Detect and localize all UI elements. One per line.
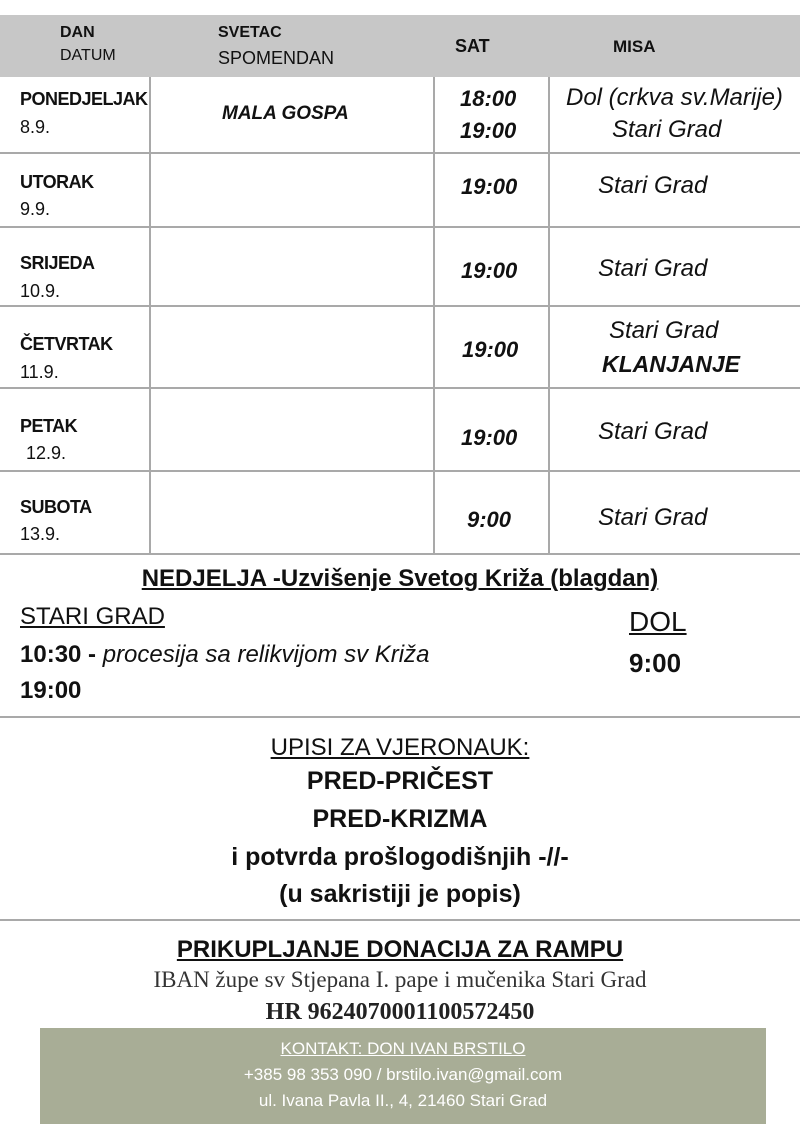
procession-text: procesija sa relikvijom sv Križa (102, 641, 430, 668)
header-sat: SAT (455, 36, 490, 56)
iban-number: HR 9624070001100572450 (265, 999, 535, 1025)
row-divider (0, 226, 800, 228)
sunday-title: NEDJELJA -Uzvišenje Svetog Križa (blagdan) (141, 565, 659, 592)
section-divider (0, 716, 800, 718)
header-datum: DATUM (60, 47, 116, 64)
mass-location: Dol (crkva sv.Marije) (566, 84, 783, 111)
row-divider (0, 387, 800, 389)
catechism-line: PRED-KRIZMA (312, 805, 488, 833)
row-divider (0, 553, 800, 555)
mass-location: Stari Grad (598, 504, 708, 531)
iban-description: IBAN župe sv Stjepana I. pape i mučenika Stari Grad (153, 967, 647, 992)
mass-time: 19:00 (460, 118, 517, 143)
mass-time: 9:00 (467, 507, 512, 532)
row-divider (0, 152, 800, 154)
day-name: UTORAK (20, 172, 94, 192)
day-date: 13.9. (20, 524, 61, 544)
section-divider (0, 919, 800, 921)
mass-location: Stari Grad (609, 317, 719, 344)
catechism-line: PRED-PRIČEST (306, 767, 494, 795)
day-date: 11.9. (20, 362, 59, 382)
day-name: PETAK (20, 416, 78, 436)
feast-name: MALA GOSPA (222, 103, 349, 124)
dol-label: DOL (629, 606, 687, 637)
dol-time: 9:00 (629, 648, 682, 678)
table-header (0, 15, 800, 77)
mass-time: 19:00 (461, 425, 518, 450)
sunday-mass-line (20, 641, 429, 669)
stari-grad-label: STARI GRAD (20, 603, 165, 630)
donation-title: PRIKUPLJANJE DONACIJA ZA RAMPU (176, 936, 624, 963)
contact-phone-email: +385 98 353 090 / brstilo.ivan@gmail.com (243, 1065, 563, 1084)
contact-address: ul. Ivana Pavla II., 4, 21460 Stari Grad (258, 1091, 548, 1110)
day-date: 8.9. (20, 117, 51, 137)
mass-location: Stari Grad (612, 116, 722, 143)
catechism-title: UPISI ZA VJERONAUK: (270, 734, 530, 761)
contact-title: KONTAKT: DON IVAN BRSTILO (280, 1039, 526, 1058)
day-date: 12.9. (26, 443, 67, 463)
header-dan: DAN (60, 24, 95, 41)
column-divider (149, 77, 151, 554)
day-name: PONEDJELJAK (20, 89, 148, 109)
mass-location: Stari Grad (598, 255, 708, 282)
column-divider (548, 77, 550, 554)
mass-time: 19:00 (461, 258, 518, 283)
row-divider (0, 470, 800, 472)
column-divider (433, 77, 435, 554)
sunday-time: 10:30 - (20, 641, 97, 668)
mass-location: Stari Grad (598, 172, 708, 199)
header-spomendan: SPOMENDAN (218, 48, 335, 68)
adoration-note: KLANJANJE (602, 351, 741, 377)
row-divider (0, 305, 800, 307)
mass-time: 18:00 (460, 86, 517, 111)
mass-time: 19:00 (462, 337, 519, 362)
day-name: SUBOTA (20, 497, 92, 517)
day-date: 9.9. (20, 199, 51, 219)
sunday-time: 19:00 (20, 677, 82, 704)
catechism-line: i potvrda prošlogodišnjih -//- (231, 843, 569, 871)
day-name: SRIJEDA (20, 253, 95, 273)
mass-location: Stari Grad (598, 418, 708, 445)
header-svetac: SVETAC (218, 24, 282, 41)
day-date: 10.9. (20, 281, 61, 301)
contact-box (40, 1028, 766, 1124)
catechism-line: (u sakristiji je popis) (279, 880, 521, 908)
header-misa: MISA (613, 37, 656, 56)
day-name: ČETVRTAK (20, 334, 113, 354)
mass-time: 19:00 (461, 174, 518, 199)
